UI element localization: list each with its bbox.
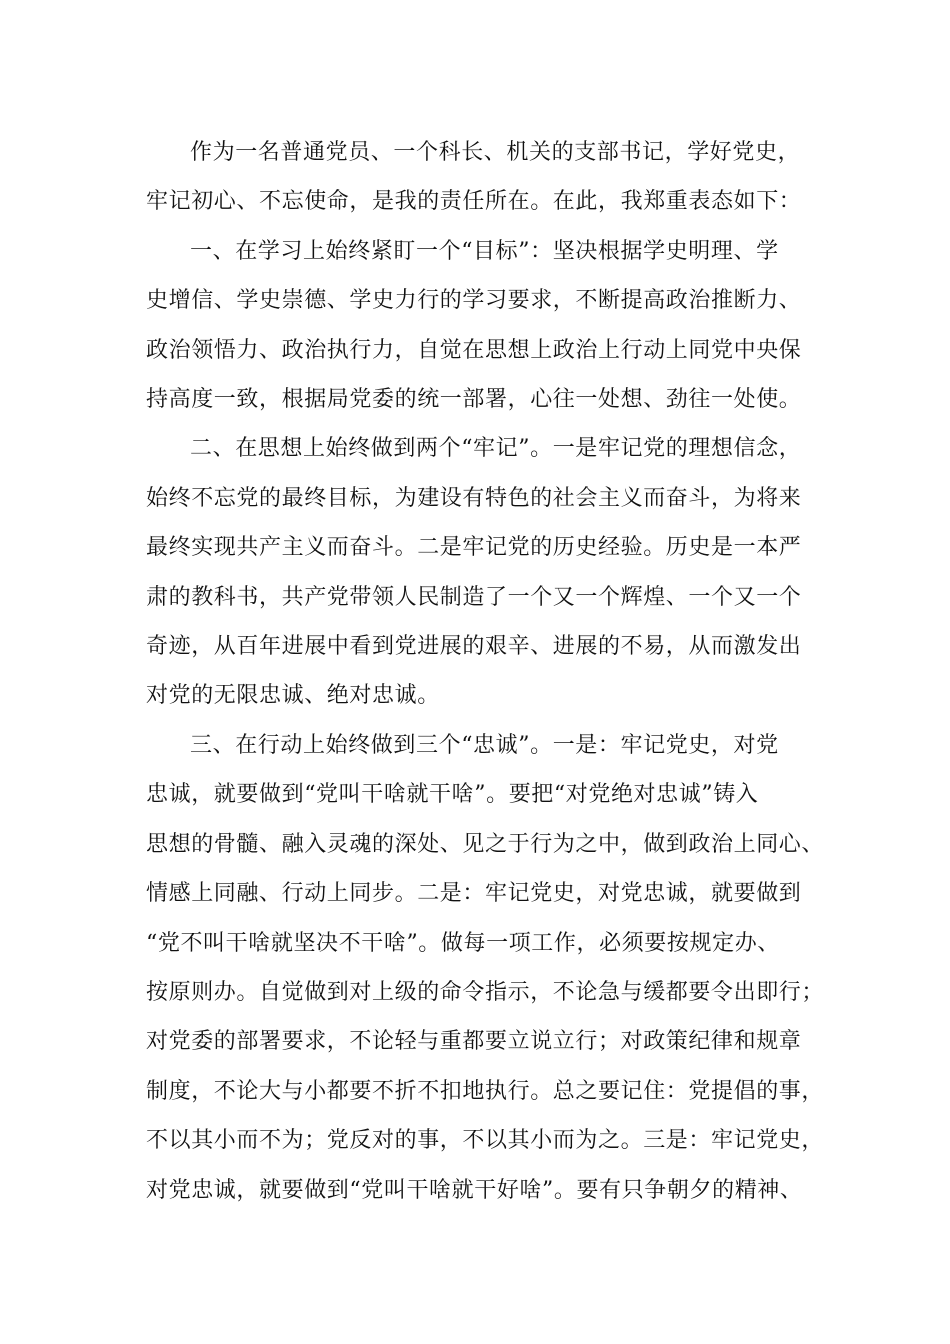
paragraph-two-remember: 二、在思想上始终做到两个“牢记”。一是牢记党的理想信念， 始终不忘党的最终目标，为建设有特色的社会主义而奋斗，为将来 最终实现共产主义而奋斗。二是牢记党的历史经验。历史是一本严 肃的教科书，共产党带领人民制造了一个又一个辉煌、一个又一个 奇迹，从百年进展中看到党进展的艰辛、进展的不易，从而激发出 对党的无限忠诚、绝对忠诚。 xyxy=(146,436,802,709)
paragraph-three-loyalty: 三、在行动上始终做到三个“忠诚”。一是：牢记党史，对党 忠诚，就要做到“党叫干啥就干啥”。要把“对党绝对忠诚”铸入 思想的骨髓、融入灵魂的深处、见之于行为之中，做到政治上同心、 情感上同融、行动上同步。二是：牢记党史，对党忠诚，就要做到 “党不叫干啥就坚决不干啥”。做每一项工作，必须要按规定办、 按原则办。自觉做到对上级的命令指示，不论急与缓都要令出即行； 对党委的部署要求，不论轻与重都要立说立行；对政策纪律和规章 制度，不论大与小都要不折不扣地执行。总之要记住：党提倡的事， 不以其小而不为；党反对的事，不以其小而为之。三是：牢记党史， 对党忠诚，就要做到“党叫干啥就干好啥”。要有只争朝夕的精神、 xyxy=(146,732,825,1203)
paragraph-study-goal: 一、在学习上始终紧盯一个“目标”：坚决根据学史明理、学 史增信、学史崇德、学史力行的学习要求，不断提高政治推断力、 政治领悟力、政治执行力，自觉在思想上政治上行动上同党中央保 持高度一致，根据局党委的统一部署，心往一处想、劲往一处使。 xyxy=(146,238,802,413)
paragraph-intro: 作为一名普通党员、一个科长、机关的支部书记，学好党史， 牢记初心、不忘使命，是我的责任所在。在此，我郑重表态如下： xyxy=(146,140,802,215)
document-body xyxy=(146,128,826,1215)
